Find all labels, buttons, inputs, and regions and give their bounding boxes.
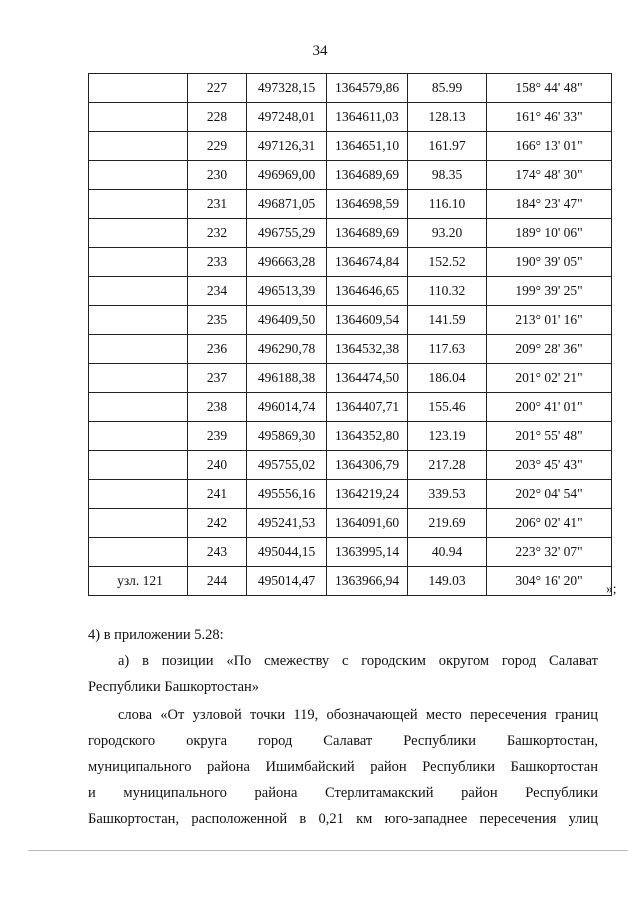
cell-y-coordinate: 1364651,10 bbox=[327, 132, 408, 161]
cell-y-coordinate: 1363966,94 bbox=[327, 567, 408, 596]
cell-x-coordinate: 496755,29 bbox=[247, 219, 327, 248]
cell-x-coordinate: 496969,00 bbox=[247, 161, 327, 190]
words-line5: Башкортостан, расположенной в 0,21 км юго-западнее пересечения улиц bbox=[88, 811, 598, 827]
page-number: 34 bbox=[312, 43, 328, 59]
cell-direction-angle: 158° 44' 48" bbox=[487, 74, 612, 103]
cell-point-number: 242 bbox=[188, 509, 247, 538]
cell-node-label bbox=[89, 132, 188, 161]
words-line2: городского округа город Салават Республики Башкортостан, bbox=[88, 733, 598, 749]
cell-x-coordinate: 496014,74 bbox=[247, 393, 327, 422]
closing-quote-mark: »; bbox=[606, 581, 617, 596]
cell-length: 40.94 bbox=[408, 538, 487, 567]
cell-point-number: 243 bbox=[188, 538, 247, 567]
cell-x-coordinate: 496409,50 bbox=[247, 306, 327, 335]
item-a-line2: Республики Башкортостан» bbox=[88, 679, 260, 695]
table-row bbox=[89, 480, 612, 509]
cell-length: 219.69 bbox=[408, 509, 487, 538]
cell-point-number: 228 bbox=[188, 103, 247, 132]
item-a-line1: а) в позиции «По смежеству с городским округом город Салават bbox=[118, 653, 598, 669]
cell-node-label bbox=[89, 103, 188, 132]
cell-x-coordinate: 495014,47 bbox=[247, 567, 327, 596]
cell-length: 93.20 bbox=[408, 219, 487, 248]
cell-length: 339.53 bbox=[408, 480, 487, 509]
cell-direction-angle: 202° 04' 54" bbox=[487, 480, 612, 509]
cell-node-label bbox=[89, 161, 188, 190]
table-row bbox=[89, 422, 612, 451]
table-row bbox=[89, 190, 612, 219]
cell-node-label bbox=[89, 364, 188, 393]
cell-length: 161.97 bbox=[408, 132, 487, 161]
cell-length: 155.46 bbox=[408, 393, 487, 422]
cell-x-coordinate: 496871,05 bbox=[247, 190, 327, 219]
cell-x-coordinate: 495241,53 bbox=[247, 509, 327, 538]
cell-direction-angle: 200° 41' 01" bbox=[487, 393, 612, 422]
cell-point-number: 232 bbox=[188, 219, 247, 248]
cell-y-coordinate: 1364611,03 bbox=[327, 103, 408, 132]
cell-node-label bbox=[89, 248, 188, 277]
cell-point-number: 239 bbox=[188, 422, 247, 451]
cell-point-number: 244 bbox=[188, 567, 247, 596]
cell-node-label bbox=[89, 422, 188, 451]
cell-x-coordinate: 497328,15 bbox=[247, 74, 327, 103]
cell-y-coordinate: 1364091,60 bbox=[327, 509, 408, 538]
cell-node-label bbox=[89, 74, 188, 103]
cell-length: 141.59 bbox=[408, 306, 487, 335]
cell-y-coordinate: 1364306,79 bbox=[327, 451, 408, 480]
cell-y-coordinate: 1364674,84 bbox=[327, 248, 408, 277]
cell-point-number: 229 bbox=[188, 132, 247, 161]
table-row bbox=[89, 132, 612, 161]
table-row bbox=[89, 509, 612, 538]
cell-length: 217.28 bbox=[408, 451, 487, 480]
table-row bbox=[89, 161, 612, 190]
cell-y-coordinate: 1364689,69 bbox=[327, 161, 408, 190]
table-row bbox=[89, 538, 612, 567]
words-line1: слова «От узловой точки 119, обозначающей место пересечения границ bbox=[118, 707, 598, 723]
cell-y-coordinate: 1364352,80 bbox=[327, 422, 408, 451]
cell-y-coordinate: 1364698,59 bbox=[327, 190, 408, 219]
cell-node-label bbox=[89, 509, 188, 538]
cell-y-coordinate: 1364407,71 bbox=[327, 393, 408, 422]
cell-point-number: 235 bbox=[188, 306, 247, 335]
cell-x-coordinate: 497126,31 bbox=[247, 132, 327, 161]
cell-x-coordinate: 495556,16 bbox=[247, 480, 327, 509]
coordinates-table bbox=[88, 73, 612, 596]
cell-node-label bbox=[89, 480, 188, 509]
cell-direction-angle: 189° 10' 06" bbox=[487, 219, 612, 248]
cell-node-label bbox=[89, 190, 188, 219]
words-line3: муниципального района Ишимбайский район Республики Башкортостан bbox=[88, 759, 598, 775]
table-row bbox=[89, 219, 612, 248]
cell-y-coordinate: 1364609,54 bbox=[327, 306, 408, 335]
words-line4: и муниципального района Стерлитамакский район Республики bbox=[88, 785, 598, 801]
cell-node-label bbox=[89, 277, 188, 306]
cell-y-coordinate: 1364579,86 bbox=[327, 74, 408, 103]
cell-direction-angle: 201° 55' 48" bbox=[487, 422, 612, 451]
table-row bbox=[89, 103, 612, 132]
table-row bbox=[89, 364, 612, 393]
cell-direction-angle: 223° 32' 07" bbox=[487, 538, 612, 567]
cell-direction-angle: 190° 39' 05" bbox=[487, 248, 612, 277]
cell-node-label bbox=[89, 219, 188, 248]
cell-node-label bbox=[89, 538, 188, 567]
cell-node-label bbox=[89, 306, 188, 335]
cell-y-coordinate: 1364646,65 bbox=[327, 277, 408, 306]
cell-length: 186.04 bbox=[408, 364, 487, 393]
cell-y-coordinate: 1364219,24 bbox=[327, 480, 408, 509]
cell-length: 123.19 bbox=[408, 422, 487, 451]
table-row bbox=[89, 451, 612, 480]
coordinates-table-body bbox=[89, 74, 612, 596]
cell-point-number: 238 bbox=[188, 393, 247, 422]
cell-x-coordinate: 496663,28 bbox=[247, 248, 327, 277]
table-row bbox=[89, 335, 612, 364]
cell-direction-angle: 199° 39' 25" bbox=[487, 277, 612, 306]
cell-point-number: 230 bbox=[188, 161, 247, 190]
table-row bbox=[89, 248, 612, 277]
cell-y-coordinate: 1364474,50 bbox=[327, 364, 408, 393]
cell-x-coordinate: 495755,02 bbox=[247, 451, 327, 480]
cell-direction-angle: 184° 23' 47" bbox=[487, 190, 612, 219]
cell-length: 85.99 bbox=[408, 74, 487, 103]
cell-y-coordinate: 1364689,69 bbox=[327, 219, 408, 248]
cell-direction-angle: 203° 45' 43" bbox=[487, 451, 612, 480]
cell-node-label bbox=[89, 335, 188, 364]
cell-point-number: 234 bbox=[188, 277, 247, 306]
cell-direction-angle: 304° 16' 20" bbox=[487, 567, 612, 596]
cell-length: 149.03 bbox=[408, 567, 487, 596]
cell-length: 128.13 bbox=[408, 103, 487, 132]
cell-node-label bbox=[89, 393, 188, 422]
item-4-heading: 4) в приложении 5.28: bbox=[88, 627, 224, 643]
cell-point-number: 227 bbox=[188, 74, 247, 103]
cell-x-coordinate: 495044,15 bbox=[247, 538, 327, 567]
cell-y-coordinate: 1363995,14 bbox=[327, 538, 408, 567]
cell-point-number: 233 bbox=[188, 248, 247, 277]
cell-length: 116.10 bbox=[408, 190, 487, 219]
cell-x-coordinate: 497248,01 bbox=[247, 103, 327, 132]
cell-length: 152.52 bbox=[408, 248, 487, 277]
cell-direction-angle: 166° 13' 01" bbox=[487, 132, 612, 161]
cell-direction-angle: 201° 02' 21" bbox=[487, 364, 612, 393]
table-row bbox=[89, 306, 612, 335]
cell-point-number: 236 bbox=[188, 335, 247, 364]
cell-point-number: 241 bbox=[188, 480, 247, 509]
cell-x-coordinate: 496290,78 bbox=[247, 335, 327, 364]
cell-point-number: 237 bbox=[188, 364, 247, 393]
cell-direction-angle: 161° 46' 33" bbox=[487, 103, 612, 132]
page-bottom-divider bbox=[28, 850, 628, 851]
cell-x-coordinate: 496188,38 bbox=[247, 364, 327, 393]
cell-direction-angle: 206° 02' 41" bbox=[487, 509, 612, 538]
cell-length: 117.63 bbox=[408, 335, 487, 364]
table-row bbox=[89, 393, 612, 422]
table-row bbox=[89, 567, 612, 596]
cell-node-label: узл. 121 bbox=[89, 567, 188, 596]
cell-length: 110.32 bbox=[408, 277, 487, 306]
cell-y-coordinate: 1364532,38 bbox=[327, 335, 408, 364]
cell-x-coordinate: 496513,39 bbox=[247, 277, 327, 306]
cell-node-label bbox=[89, 451, 188, 480]
table-row bbox=[89, 277, 612, 306]
cell-direction-angle: 174° 48' 30" bbox=[487, 161, 612, 190]
cell-length: 98.35 bbox=[408, 161, 487, 190]
cell-point-number: 231 bbox=[188, 190, 247, 219]
cell-x-coordinate: 495869,30 bbox=[247, 422, 327, 451]
table-row bbox=[89, 74, 612, 103]
cell-direction-angle: 213° 01' 16" bbox=[487, 306, 612, 335]
cell-point-number: 240 bbox=[188, 451, 247, 480]
cell-direction-angle: 209° 28' 36" bbox=[487, 335, 612, 364]
